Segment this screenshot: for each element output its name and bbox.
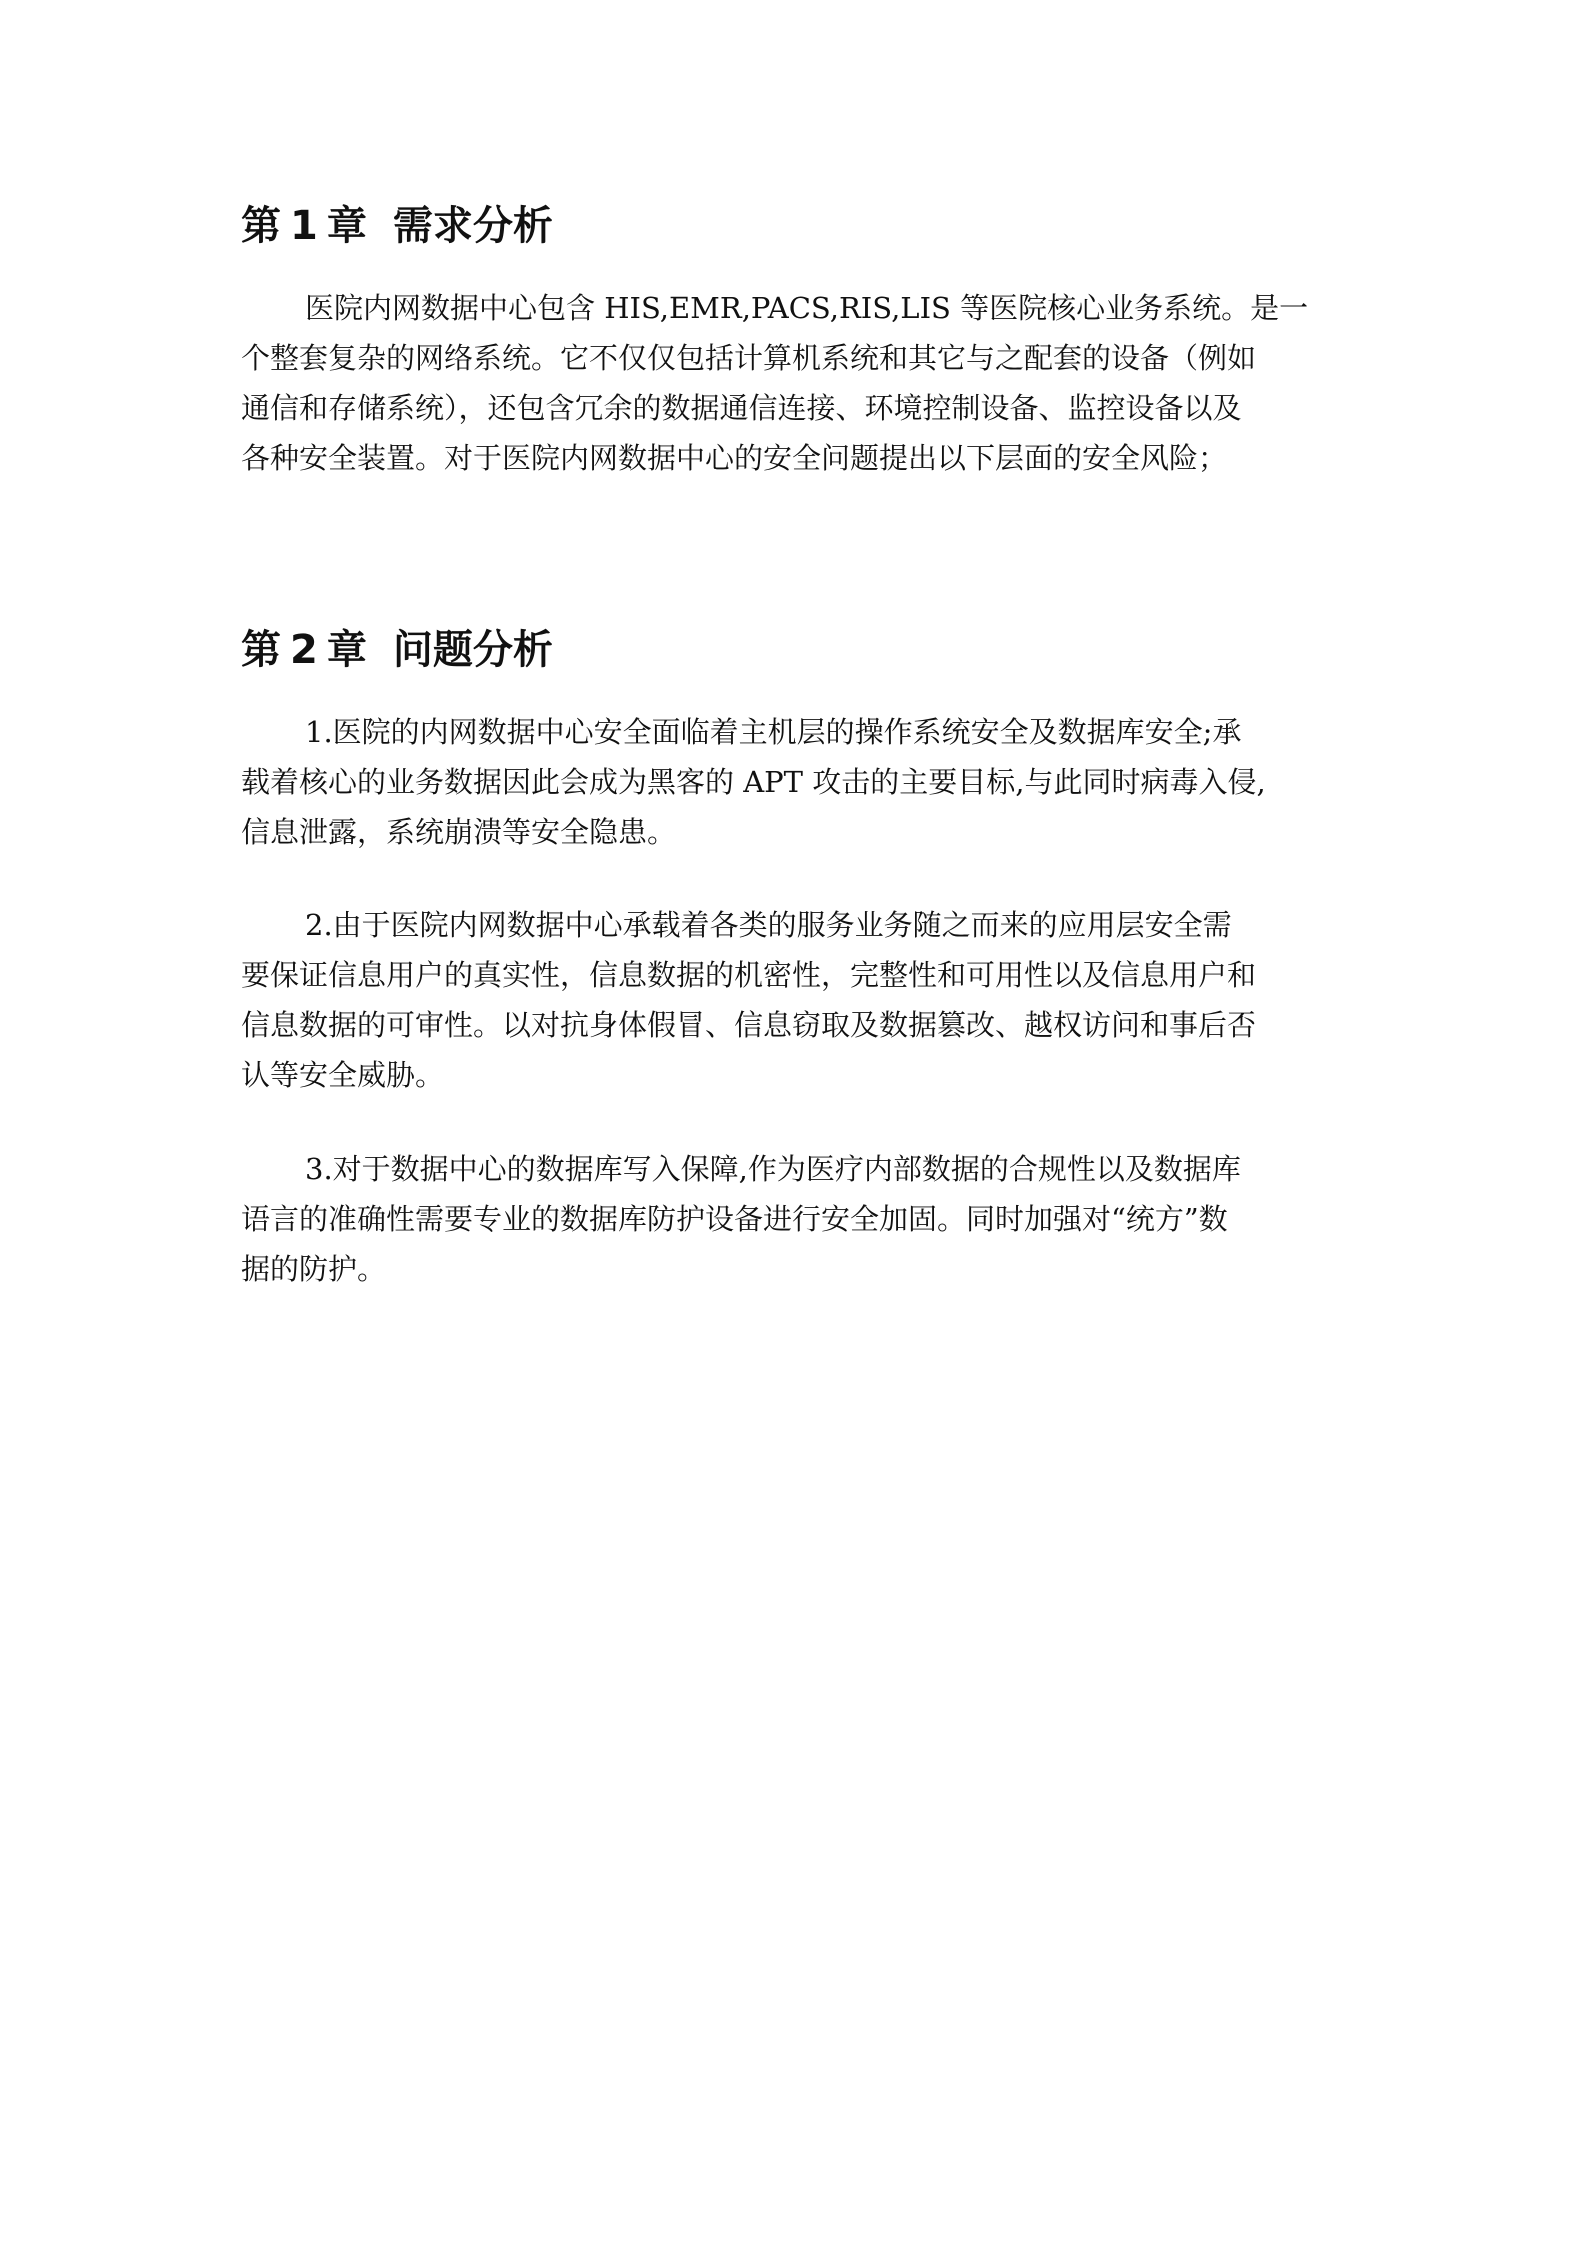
chapter-2-prefix: 第: [241, 627, 281, 673]
paragraph-line: 信息数据的可审性。以对抗身体假冒、信息窃取及数据篡改、越权访问和事后否: [241, 1008, 1257, 1042]
paragraph-line: 2.由于医院内网数据中心承载着各类的服务业务随之而来的应用层安全需: [305, 908, 1232, 942]
chapter-1-paragraph-1: [241, 283, 1351, 483]
paragraph-line: 各种安全装置。对于医院内网数据中心的安全问题提出以下层面的安全风险；: [241, 441, 1228, 475]
chapter-1-heading: [241, 196, 553, 256]
paragraph-line: 要保证信息用户的真实性，信息数据的机密性，完整性和可用性以及信息用户和: [241, 958, 1257, 992]
chapter-2-heading: [241, 620, 553, 680]
chapter-2-paragraph-3: [241, 1144, 1351, 1294]
chapter-1-title: 需求分析: [392, 203, 553, 249]
chapter-2-paragraph-2: [241, 900, 1351, 1100]
paragraph-line: 认等安全威胁。: [241, 1058, 445, 1092]
chapter-2-title: 问题分析: [392, 627, 553, 673]
chapter-2-number: 2: [290, 627, 318, 673]
chapter-1-number: 1: [290, 203, 318, 249]
chapter-1-section: [241, 196, 1309, 475]
paragraph-line: 个整套复杂的网络系统。它不仅仅包括计算机系统和其它与之配套的设备（例如: [241, 341, 1257, 375]
chapter-1-suffix: 章: [326, 203, 367, 249]
chapter-2-paragraph-1: [241, 707, 1351, 857]
paragraph-line: 据的防护。: [241, 1252, 387, 1286]
chapter-1-prefix: 第: [241, 203, 281, 249]
chapter-2-section: [241, 620, 1266, 1286]
paragraph-line: 3.对于数据中心的数据库写入保障,作为医疗内部数据的合规性以及数据库: [305, 1152, 1241, 1186]
paragraph-line: 通信和存储系统），还包含冗余的数据通信连接、环境控制设备、监控设备以及: [241, 391, 1242, 425]
paragraph-line: 医院内网数据中心包含 HIS,EMR,PACS,RIS,LIS 等医院核心业务系统。是一: [305, 291, 1309, 325]
paragraph-line: 1.医院的内网数据中心安全面临着主机层的操作系统安全及数据库安全;承: [305, 715, 1242, 749]
chapter-2-suffix: 章: [326, 627, 367, 673]
paragraph-line: 语言的准确性需要专业的数据库防护设备进行安全加固。同时加强对“统方”数: [241, 1202, 1228, 1236]
paragraph-line: 信息泄露，系统崩溃等安全隐患。: [241, 815, 677, 849]
paragraph-line: 载着核心的业务数据因此会成为黑客的 APT 攻击的主要目标,与此同时病毒入侵,: [241, 765, 1266, 799]
